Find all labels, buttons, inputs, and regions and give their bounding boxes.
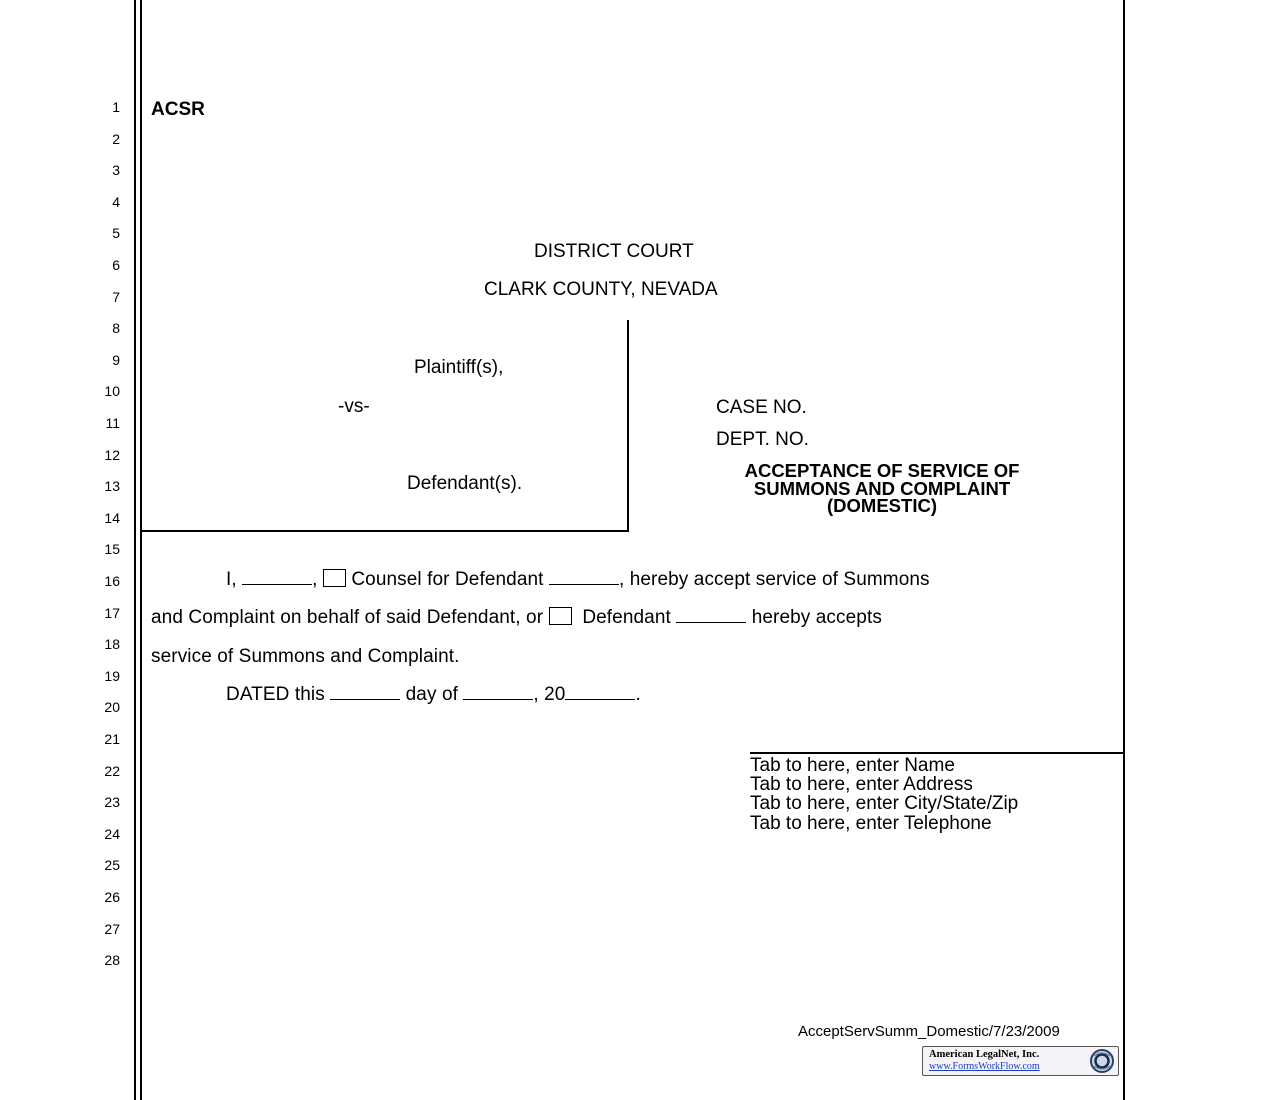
- line-number: 28: [104, 952, 120, 969]
- title-line-3: (DOMESTIC): [827, 495, 937, 516]
- defendant-checkbox[interactable]: [549, 607, 572, 625]
- plaintiff-label: Plaintiff(s),: [414, 357, 504, 378]
- intro-text: I,: [226, 569, 237, 590]
- signature-line[interactable]: [750, 752, 1124, 754]
- line-number: 13: [104, 478, 120, 495]
- vendor-name: American LegalNet, Inc.: [929, 1049, 1040, 1060]
- vendor-logo[interactable]: [922, 1046, 1119, 1076]
- defendant-name-blank-2[interactable]: [676, 608, 746, 623]
- line-number: 24: [104, 825, 120, 842]
- line-number: 4: [112, 193, 120, 210]
- right-margin-rule: [1123, 0, 1125, 1100]
- dated-line: [226, 684, 641, 706]
- dated-text: DATED this: [226, 684, 325, 705]
- signature-block: [750, 756, 1018, 833]
- line-number: 6: [112, 257, 120, 273]
- globe-icon: [1088, 1048, 1116, 1074]
- defendant-label: Defendant(s).: [407, 473, 523, 494]
- vendor-url[interactable]: www.FormsWorkFlow.com: [929, 1061, 1040, 1072]
- dept-number-label: DEPT. NO.: [716, 429, 809, 450]
- body-line-2: [151, 607, 882, 629]
- line-number: 26: [104, 889, 120, 905]
- line-number: 20: [104, 699, 120, 716]
- line-number: 21: [104, 731, 120, 747]
- line-number: 2: [112, 130, 120, 147]
- caption-divider-vertical: [627, 320, 629, 532]
- line-number: 16: [104, 573, 120, 589]
- line-number: 15: [104, 541, 120, 558]
- county-name: CLARK COUNTY, NEVADA: [484, 279, 718, 300]
- counsel-checkbox[interactable]: [323, 569, 346, 587]
- body-line-1: [226, 569, 930, 591]
- line-number: 1: [112, 99, 120, 115]
- line-number: 22: [104, 762, 120, 779]
- year-blank[interactable]: [565, 685, 635, 700]
- line-number: 12: [104, 446, 120, 463]
- caption-divider-horizontal: [140, 530, 629, 532]
- year-prefix-text: , 20: [533, 684, 566, 705]
- period-text: .: [635, 684, 641, 705]
- line-number: 17: [104, 604, 120, 621]
- day-of-text: day of: [405, 684, 458, 705]
- behalf-text: and Complaint on behalf of said Defendant, or: [151, 607, 544, 628]
- counsel-text: Counsel for Defendant: [351, 569, 544, 590]
- line-number: 25: [104, 857, 120, 874]
- line-number: 10: [104, 383, 120, 400]
- signature-address-field[interactable]: Tab to here, enter Address: [750, 774, 973, 796]
- body-line-3: service of Summons and Complaint.: [151, 646, 460, 667]
- title-line-1: ACCEPTANCE OF SERVICE OF: [744, 460, 1020, 481]
- signature-name-field[interactable]: Tab to here, enter Name: [750, 755, 955, 776]
- form-footer-code: AcceptServSumm_Domestic/7/23/2009: [798, 1023, 1060, 1040]
- defendant-name-blank-1[interactable]: [549, 570, 619, 585]
- line-number: 18: [104, 636, 120, 653]
- line-number: 19: [104, 667, 120, 684]
- line-number: 8: [112, 320, 120, 337]
- line-number: 27: [104, 920, 120, 937]
- accept-text: , hereby accept service of Summons: [618, 569, 930, 590]
- accepts-text: hereby accepts: [751, 607, 882, 628]
- left-margin-rule-outer: [134, 0, 136, 1100]
- signature-phone-field[interactable]: Tab to here, enter Telephone: [750, 812, 992, 834]
- month-blank[interactable]: [463, 685, 533, 700]
- line-number: 3: [112, 162, 120, 179]
- line-number: 23: [104, 794, 120, 811]
- versus-label: -vs-: [338, 396, 370, 417]
- day-blank[interactable]: [330, 685, 400, 700]
- signature-city-field[interactable]: Tab to here, enter City/State/Zip: [750, 793, 1019, 815]
- left-margin-rule-inner: [140, 0, 142, 1100]
- title-line-2: SUMMONS AND COMPLAINT: [753, 477, 1011, 499]
- document-code: ACSR: [151, 99, 205, 120]
- court-name: DISTRICT COURT: [534, 241, 694, 262]
- line-number: 9: [112, 351, 120, 368]
- document-title: [672, 462, 1092, 515]
- case-number-label: CASE NO.: [716, 397, 807, 418]
- line-number: 14: [104, 509, 120, 526]
- name-blank[interactable]: [242, 570, 312, 585]
- comma-text: ,: [312, 569, 318, 590]
- line-number: 7: [112, 288, 120, 305]
- line-number: 5: [112, 225, 120, 242]
- defendant-text: Defendant: [582, 607, 671, 628]
- line-number: 11: [105, 415, 120, 431]
